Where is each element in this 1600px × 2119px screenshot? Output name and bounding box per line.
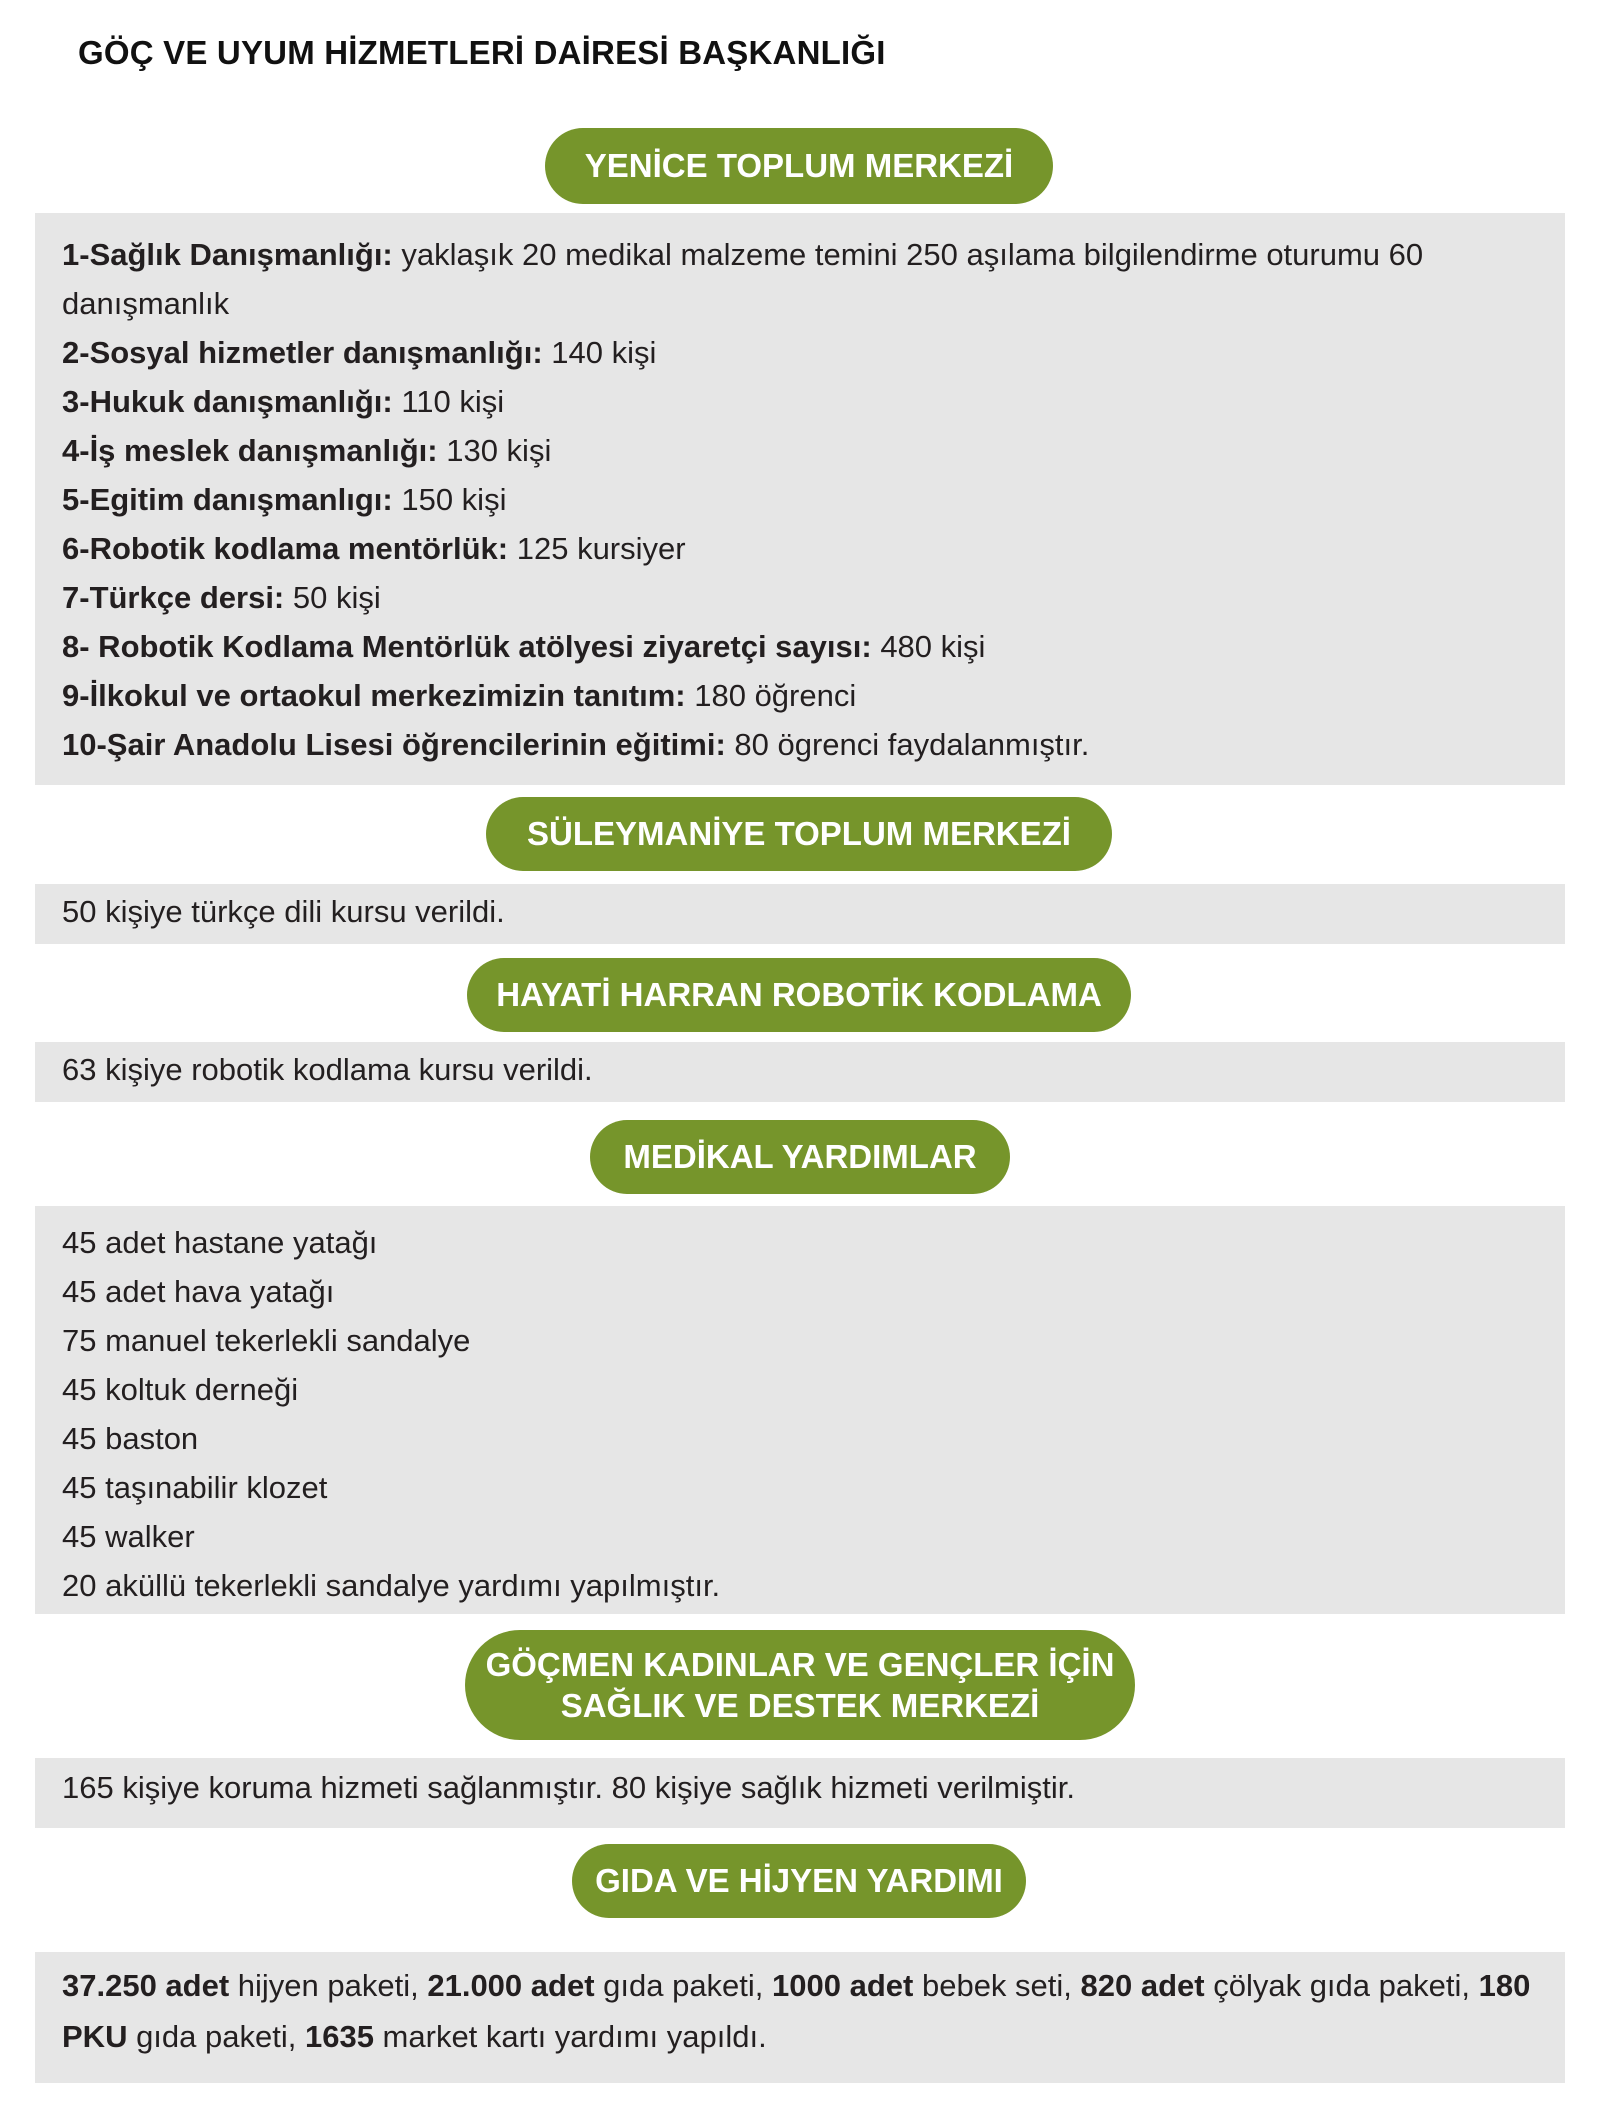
list-item: 9-İlkokul ve ortaokul merkezimizin tanıtım: 180 öğrenci bbox=[62, 678, 857, 713]
section-box-gocmen bbox=[35, 1758, 1565, 1828]
heading-line: SAĞLIK VE DESTEK MERKEZİ bbox=[560, 1687, 1040, 1724]
section-box-yenice bbox=[35, 213, 1565, 785]
section-heading-yenice: YENİCE TOPLUM MERKEZİ bbox=[545, 128, 1053, 204]
section-heading-suleymaniye: SÜLEYMANİYE TOPLUM MERKEZİ bbox=[486, 797, 1112, 871]
list-item: 4-İş meslek danışmanlığı: 130 kişi bbox=[62, 433, 552, 468]
section-box-gida bbox=[35, 1952, 1565, 2083]
list-item: 3-Hukuk danışmanlığı: 110 kişi bbox=[62, 384, 505, 419]
list-item: 75 manuel tekerlekli sandalye bbox=[62, 1323, 471, 1358]
section-text: 37.250 adet hijyen paketi, 21.000 adet gıda paketi, 1000 adet bebek seti, 820 adet çölyak gıda paketi, 180 PKU gıda paketi, 1635 market kartı yardımı yapıldı. bbox=[62, 1968, 1531, 2054]
section-text: 50 kişiye türkçe dili kursu verildi. bbox=[62, 894, 505, 929]
section-heading-medikal: MEDİKAL YARDIMLAR bbox=[590, 1120, 1010, 1194]
list-item: 45 adet hastane yatağı bbox=[62, 1225, 378, 1260]
section-box-suleymaniye bbox=[35, 884, 1565, 944]
section-box-hayati-harran bbox=[35, 1042, 1565, 1102]
list-item: 45 koltuk derneği bbox=[62, 1372, 299, 1407]
list-item: 7-Türkçe dersi: 50 kişi bbox=[62, 580, 381, 615]
page-title: GÖÇ VE UYUM HİZMETLERİ DAİRESİ BAŞKANLIĞI bbox=[78, 34, 886, 71]
list-item: 45 adet hava yatağı bbox=[62, 1274, 335, 1309]
list-item: 45 walker bbox=[62, 1519, 195, 1554]
list-item: 45 taşınabilir klozet bbox=[62, 1470, 328, 1505]
section-text: 165 kişiye koruma hizmeti sağlanmıştır. 80 kişiye sağlık hizmeti verilmiştir. bbox=[62, 1770, 1075, 1805]
list-item: 6-Robotik kodlama mentörlük: 125 kursiyer bbox=[62, 531, 686, 566]
section-text: 63 kişiye robotik kodlama kursu verildi. bbox=[62, 1052, 593, 1087]
list-item: 20 aküllü tekerlekli sandalye yardımı yapılmıştır. bbox=[62, 1568, 721, 1603]
list-item: 10-Şair Anadolu Lisesi öğrencilerinin eğitimi: 80 ögrenci faydalanmıştır. bbox=[62, 727, 1090, 762]
list-item: 8- Robotik Kodlama Mentörlük atölyesi ziyaretçi sayısı: 480 kişi bbox=[62, 629, 986, 664]
list-item: 2-Sosyal hizmetler danışmanlığı: 140 kişi bbox=[62, 335, 657, 370]
section-heading-hayati-harran: HAYATİ HARRAN ROBOTİK KODLAMA bbox=[467, 958, 1131, 1032]
heading-line: GÖÇMEN KADINLAR VE GENÇLER İÇİN bbox=[485, 1645, 1115, 1683]
section-heading-gida: GIDA VE HİJYEN YARDIMI bbox=[572, 1844, 1026, 1918]
list-item: 1-Sağlık Danışmanlığı: yaklaşık 20 medikal malzeme temini 250 aşılama bilgilendirme oturumu 60 danışmanlık bbox=[62, 237, 1424, 321]
list-item: 45 baston bbox=[62, 1421, 199, 1456]
section-heading-gocmen bbox=[465, 1630, 1135, 1740]
section-box-medikal bbox=[35, 1206, 1565, 1614]
list-item: 5-Egitim danışmanlıgı: 150 kişi bbox=[62, 482, 507, 517]
